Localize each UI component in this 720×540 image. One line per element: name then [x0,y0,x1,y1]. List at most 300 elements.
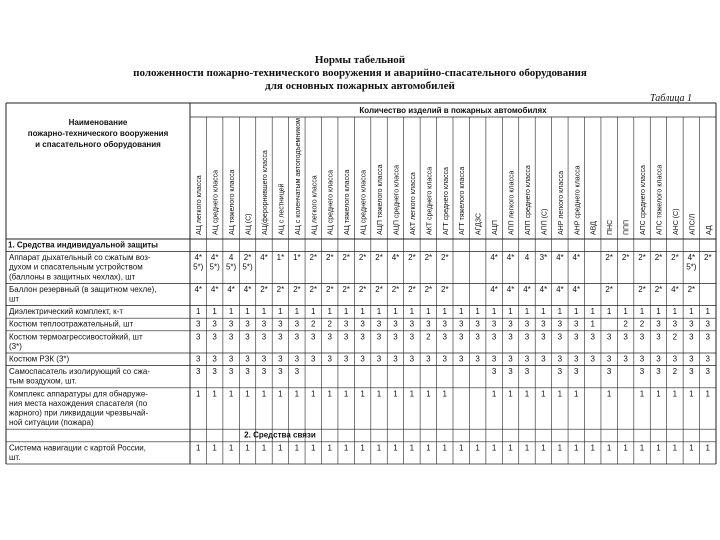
column-header: ПНС [607,219,615,235]
column-header: АЦП тяжелого класса [377,164,385,235]
cell-value: 1 [327,307,332,317]
column-header: АЦ среднего класса [327,169,335,235]
cell-value: 2* [375,253,383,263]
cell-value: 2* [605,284,613,294]
cell-value: 2* [704,253,712,263]
cell-value: 3 [574,367,579,377]
cell-value: 1 [393,307,398,317]
cell-value: 1 [475,307,480,317]
cell-value: 4 [228,253,234,263]
cell-value: 1 [393,443,398,453]
cell-value: 3 [327,332,332,342]
cell-value: 3 [228,319,234,329]
cell-value: 1* [276,253,285,263]
cell-value: 2 [327,319,332,329]
cell-value: 2* [408,253,416,263]
cell-value: 1 [311,443,316,453]
cell-value: 4* [490,253,498,263]
cell-value: 1 [705,389,711,399]
cell-value: 2 [639,319,645,329]
cell-value: 1 [294,389,300,399]
cell-value: 3 [245,354,250,364]
cell-value: 3 [672,354,678,364]
cell-value: 1 [245,443,250,453]
cell-value: 3 [623,354,628,364]
row-name: Костюм РЗК (3*) [9,354,70,364]
cell-value: 1 [524,443,530,453]
cell-value: 3 [360,354,365,364]
cell-value: 3 [491,332,497,342]
cell-value: 3 [343,319,349,329]
cell-value: 1 [442,307,448,317]
cell-value: 3 [590,332,595,342]
cell-value: 3 [393,332,398,342]
cell-value: 3 [409,319,415,329]
cell-value: 3 [524,367,530,377]
cell-value: 1 [294,443,300,453]
cell-value: 3 [705,332,711,342]
cell-value: 1 [656,389,661,399]
quantity-header: Количество изделий в пожарных автомобилях [359,106,547,115]
section-title: 1. Средства индивидуальной защиты [8,240,158,250]
cell-value: 4* [210,284,219,294]
cell-value: 4* [572,253,581,263]
cell-value: 1 [574,389,579,399]
cell-value: 3 [689,332,694,342]
cell-value: 1 [360,307,365,317]
cell-value: 1 [491,307,497,317]
cell-value: 3 [311,354,316,364]
cell-value: 1 [458,443,464,453]
cell-value: 3 [376,332,382,342]
column-header: АЦ среднего класса [212,169,220,235]
cell-value: 3 [557,367,563,377]
cell-value: 1 [541,443,546,453]
cell-value: 5*) [242,262,253,272]
name-column-header: и спасательного оборудования [35,140,161,149]
cell-value: 1 [705,307,711,317]
cell-value: 1 [343,389,349,399]
cell-value: 2* [309,284,318,294]
cell-value: 3 [541,332,546,342]
cell-value: 3 [261,332,267,342]
cell-value: 1 [327,443,332,453]
cell-value: 1 [574,307,579,317]
cell-value: 1 [195,389,201,399]
cell-value: 1 [672,389,678,399]
column-header: АВД [590,221,598,235]
cell-value: 3 [458,319,464,329]
cell-value: 3 [508,354,513,364]
row-name: Костюм термоагрессивостойкий, шт [9,332,143,342]
column-header: АПС среднего класса [640,165,648,235]
cell-value: 3 [689,319,694,329]
row-name: Костюм теплоотражательный, шт [9,319,134,329]
column-header: АГДЗС [475,213,483,235]
cell-value: 3 [261,319,267,329]
cell-value: 3 [541,319,546,329]
column-header: АЦП среднего класса [393,164,401,235]
cell-value: 1 [261,443,267,453]
cell-value: 2* [358,253,367,263]
cell-value: 1 [541,307,546,317]
cell-value: 3 [524,354,530,364]
cell-value: 1 [360,443,365,453]
cell-value: 1 [278,443,283,453]
cell-value: 3 [623,332,628,342]
cell-value: 4* [506,253,515,263]
cell-value: 1 [475,443,480,453]
cell-value: 3 [343,354,349,364]
cell-value: 3 [442,319,448,329]
cell-value: 1 [590,307,595,317]
row-name: Диэлектрический комплект, к-т [9,307,123,317]
cell-value: 4* [523,284,531,294]
cell-value: 3 [409,332,415,342]
cell-value: 3 [639,354,645,364]
cell-value: 4* [506,284,515,294]
cell-value: 3 [508,319,513,329]
cell-value: 3 [409,354,415,364]
cell-value: 1 [557,443,563,453]
cell-value: 2 [672,367,678,377]
cell-value: 1 [705,443,711,453]
column-header: АЦ легкого класса [311,175,319,235]
cell-value: 1 [606,307,612,317]
cell-value: 3 [475,332,480,342]
doc-title-line-3: для основных пожарных автомобилей [265,80,455,92]
row-name: (баллоны в защитных чехлах), шт [9,272,136,282]
cell-value: 3 [475,354,480,364]
cell-value: 1 [311,389,316,399]
column-header: АД [705,225,713,235]
cell-value: 1 [228,307,234,317]
cell-value: 1 [606,443,612,453]
cell-value: 3 [261,354,267,364]
cell-value: 5*) [686,262,697,272]
cell-value: 1 [426,443,431,453]
cell-value: 4* [687,253,696,263]
column-header: АПП легкого класса [508,170,516,235]
cell-value: 4* [556,284,564,294]
row-name: тым воздухом, шт. [9,376,77,386]
column-header: АЦ(ферорнившего класса [261,150,269,235]
cell-value: 3 [228,332,234,342]
cell-value: 2* [687,284,696,294]
cell-value: 1 [639,307,645,317]
cell-value: 3 [294,367,300,377]
cell-value: 1 [261,307,267,317]
cell-value: 3 [656,354,661,364]
column-header: АПС тяжелого класса [656,164,664,235]
cell-value: 3 [278,367,283,377]
cell-value: 2 [311,319,316,329]
cell-value: 5*) [225,262,237,272]
cell-value: 3 [491,319,497,329]
cell-value: 3 [672,319,678,329]
row-name: Аппарат дыхательный со сжатым воз- [9,253,151,263]
cell-value: 2* [293,284,301,294]
row-name: ния места нахождения спасателя (по [9,398,148,408]
cell-value: 1 [426,307,431,317]
cell-value: 3 [212,354,217,364]
cell-value: 2* [654,253,663,263]
cell-value: 1 [541,389,546,399]
cell-value: 1 [245,307,250,317]
cell-value: 3 [656,332,661,342]
cell-value: 3 [393,354,398,364]
cell-value: 1 [557,307,563,317]
cell-value: 1 [672,307,678,317]
cell-value: 3 [245,332,250,342]
cell-value: 1 [212,389,217,399]
cell-value: 3 [228,354,234,364]
cell-value: 5*) [193,262,204,272]
column-header: АЦ тяжелого класса [344,169,352,235]
cell-value: 1 [393,389,398,399]
cell-value: 3 [508,332,513,342]
cell-value: 3 [278,319,283,329]
cell-value: 3 [278,354,283,364]
row-name: шт [9,294,20,304]
cell-value: 2* [358,284,367,294]
cell-value: 1 [557,389,563,399]
cell-value: 3 [311,332,316,342]
column-header: ППП [623,219,631,235]
cell-value: 3 [524,319,530,329]
cell-value: 4* [243,284,252,294]
cell-value: 4* [391,253,400,263]
cell-value: 1 [656,307,661,317]
cell-value: 1 [689,307,694,317]
cell-value: 3 [360,319,365,329]
cell-value: 2* [325,253,334,263]
cell-value: 3 [228,367,234,377]
cell-value: 1 [195,443,201,453]
cell-value: 3 [212,319,217,329]
cell-value: 2* [638,253,646,263]
cell-value: 2 [623,319,628,329]
cell-value: 1 [491,389,497,399]
doc-title-line-2: положенности пожарно-технического вооружения и аварийно-спасательного оборудования [133,67,587,79]
cell-value: 1 [508,443,513,453]
cell-value: 1 [212,307,217,317]
cell-value: 3 [475,319,480,329]
cell-value: 1 [228,389,234,399]
cell-value: 2* [309,253,318,263]
cell-value: 1 [574,443,579,453]
cell-value: 1 [442,443,448,453]
cell-value: 2* [671,253,679,263]
cell-value: 2* [325,284,334,294]
cell-value: 3 [639,332,645,342]
row-name: (3*) [9,341,22,351]
cell-value: 1 [278,389,283,399]
column-header: АНР среднего класса [574,165,582,235]
cell-value: 3 [705,367,711,377]
cell-value: 1 [327,389,332,399]
cell-value: 3 [195,319,201,329]
cell-value: 3 [195,332,201,342]
row-name: Комплекс аппаратуры для обнаруже- [9,389,148,399]
column-header: АКТ легкого класса [409,172,417,235]
column-header: АНС (С) [672,208,680,235]
cell-value: 2* [638,284,646,294]
cell-value: 2* [408,284,416,294]
cell-value: 2* [621,253,630,263]
cell-value: 4* [539,284,548,294]
name-column-header: пожарно-технического вооружения [27,129,169,138]
cell-value: 1 [343,443,349,453]
cell-value: 3 [294,354,300,364]
cell-value: 2 [426,332,431,342]
cell-value: 1 [590,319,595,329]
cell-value: 2* [441,284,449,294]
cell-value: 3 [195,354,201,364]
row-name: жарного) при ликвидации чрезвычай- [9,408,149,418]
cell-value: 3 [245,319,250,329]
column-header: АЦ с коленчатым автоподъемником [294,118,302,235]
row-name: ной ситуации (пожара) [9,418,94,428]
cell-value: 4* [194,253,202,263]
column-header: АПП (С) [541,208,549,235]
column-header: АПС/Л [689,213,697,235]
cell-value: 3 [343,332,349,342]
cell-value: 1 [623,443,628,453]
cell-value: 3 [606,332,612,342]
cell-value: 1 [491,443,497,453]
column-header: АПП среднего класса [524,165,532,235]
cell-value: 1 [524,307,530,317]
doc-title-line-1: Нормы табельной [314,54,406,66]
cell-value: 3 [557,332,563,342]
cell-value: 3 [705,354,711,364]
row-name: Самоспасатель изолирующий со сжа- [9,367,151,377]
cell-value: 2 [672,332,678,342]
cell-value: 2* [260,284,268,294]
cell-value: 1 [311,307,316,317]
cell-value: 3 [442,354,448,364]
cell-value: 3 [508,367,513,377]
table-label: Таблица 1 [650,93,692,104]
cell-value: 3 [639,367,645,377]
cell-value: 2* [424,284,433,294]
cell-value: 3 [376,354,382,364]
cell-value: 2* [605,253,613,263]
row-name: Система навигации с картой России, [9,443,146,453]
cell-value: 3 [590,354,595,364]
cell-value: 3 [245,367,250,377]
cell-value: 4* [227,284,235,294]
cell-value: 1 [409,443,415,453]
cell-value: 1 [458,307,464,317]
cell-value: 3 [689,367,694,377]
cell-value: 3 [327,354,332,364]
cell-value: 1 [606,389,612,399]
cell-value: 1 [409,389,415,399]
cell-value: 3 [294,332,300,342]
cell-value: 1 [195,307,201,317]
cell-value: 4* [671,284,679,294]
cell-value: 2* [342,284,350,294]
cell-value: 3 [606,367,612,377]
cell-value: 1 [228,443,234,453]
cell-value: 1 [639,443,645,453]
cell-value: 2* [441,253,449,263]
cell-value: 1 [656,443,661,453]
cell-value: 1 [212,443,217,453]
cell-value: 3 [360,332,365,342]
cell-value: 1 [508,389,513,399]
cell-value: 2* [243,253,252,263]
cell-value: 3 [458,354,464,364]
cell-value: 3 [574,332,579,342]
cell-value: 2* [375,284,383,294]
cell-value: 1 [426,389,431,399]
cell-value: 4* [490,284,498,294]
column-header: АЦ легкого класса [196,175,204,235]
cell-value: 1 [261,389,267,399]
cell-value: 3 [458,332,464,342]
cell-value: 1* [293,253,301,263]
cell-value: 2* [654,284,663,294]
cell-value: 3 [426,354,431,364]
cell-value: 1 [376,307,382,317]
cell-value: 3 [557,354,563,364]
cell-value: 4* [556,253,564,263]
section-title: 2. Средства связи [244,430,316,440]
row-name: духом и спасательным устройством [9,262,143,272]
cell-value: 3 [442,332,448,342]
cell-value: 3 [212,367,217,377]
cell-value: 3 [574,354,579,364]
cell-value: 3 [278,332,283,342]
column-header: АЦ с лестницей [278,183,286,235]
cell-value: 3 [524,332,530,342]
cell-value: 1 [623,307,628,317]
cell-value: 2* [424,253,433,263]
cell-value: 1 [508,307,513,317]
cell-value: 4 [524,253,530,263]
cell-value: 3 [426,319,431,329]
cell-value: 3 [393,319,398,329]
cell-value: 1 [689,443,694,453]
cell-value: 5*) [209,262,220,272]
cell-value: 3 [656,319,661,329]
cell-value: 3 [656,367,661,377]
cell-value: 3 [376,319,382,329]
cell-value: 4* [210,253,219,263]
cell-value: 1 [245,389,250,399]
cell-value: 2* [276,284,285,294]
cell-value: 4* [572,284,581,294]
column-header: АЦ среднего класса [360,169,368,235]
cell-value: 3 [491,354,497,364]
cell-value: 1 [639,389,645,399]
cell-value: 1 [672,443,678,453]
cell-value: 2* [342,253,350,263]
column-header: АЦ тяжелого класса [229,169,237,235]
cell-value: 1 [360,389,365,399]
cell-value: 3 [541,354,546,364]
column-header: АНР легкого класса [557,170,565,235]
cell-value: 3 [195,367,201,377]
column-header: АКТ среднего класса [426,166,434,235]
column-header: АГТ тяжелого класса [459,166,467,235]
cell-value: 1 [524,389,530,399]
row-name: Баллон резервный (в защитном чехле), [9,284,157,294]
cell-value: 1 [409,307,415,317]
